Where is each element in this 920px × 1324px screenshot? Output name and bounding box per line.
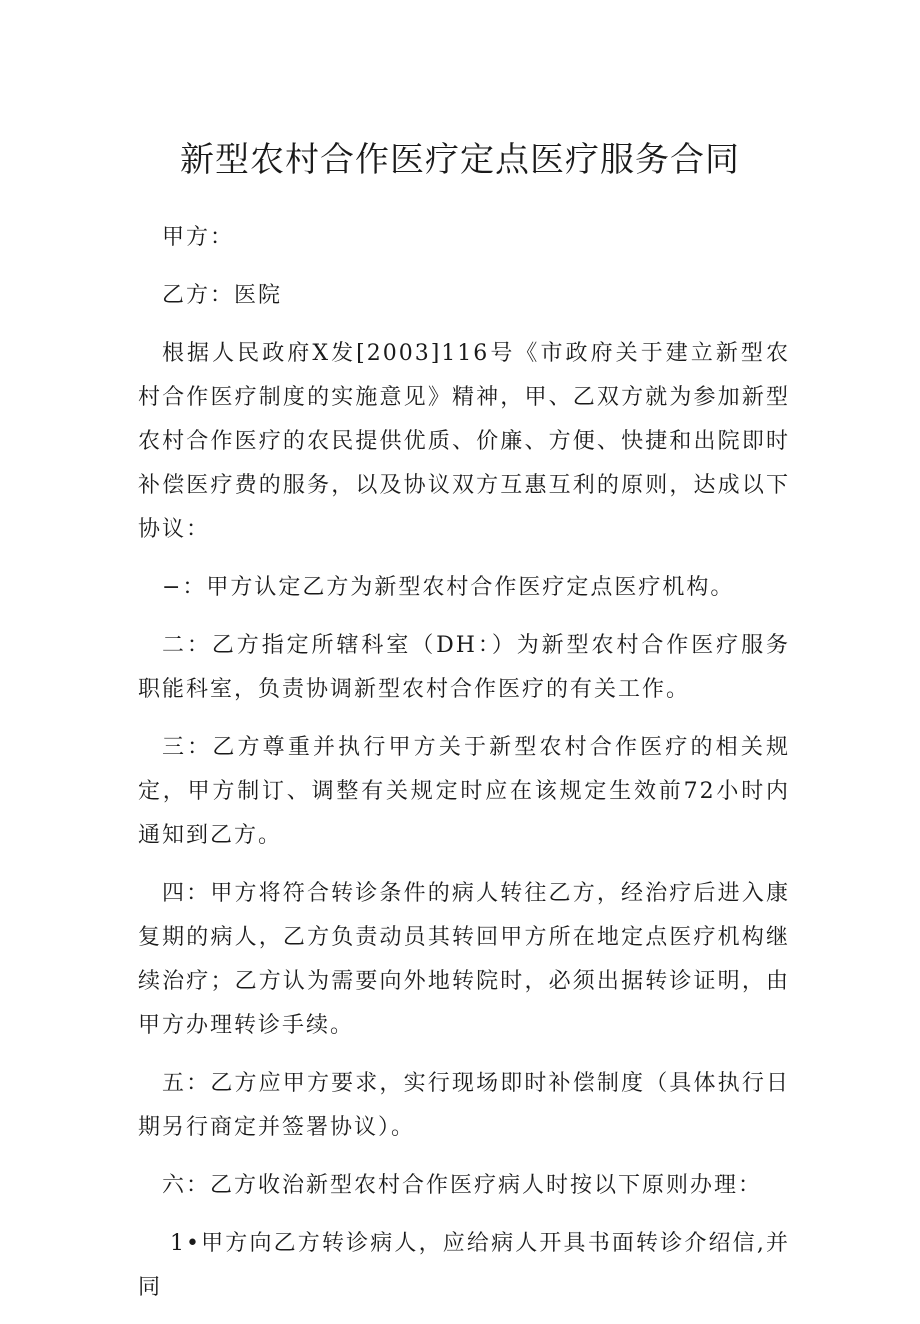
clause-6-item-1: 1•甲方向乙方转诊病人，应给病人开具书面转诊介绍信,并同 [138,1231,790,1300]
clause-5: 五：乙方应甲方要求，实行现场即时补偿制度（具体执行日期另行商定并签署协议）。 [138,1071,790,1140]
party-a-line: 甲方： [162,225,235,250]
clause-2: 二：乙方指定所辖科室（DH：）为新型农村合作医疗服务职能科室，负责协调新型农村合作医疗的有关工作。 [138,633,790,702]
document-body [138,216,790,1324]
party-b-line: 乙方：医院 [162,283,283,308]
clause-3: 三：乙方尊重并执行甲方关于新型农村合作医疗的相关规定，甲方制订、调整有关规定时应在该规定生效前72小时内通知到乙方。 [138,735,790,848]
clause-4: 四：甲方将符合转诊条件的病人转往乙方，经治疗后进入康复期的病人，乙方负责动员其转回甲方所在地定点医疗机构继续治疗；乙方认为需要向外地转院时，必须出据转诊证明，由甲方办理转诊手续。 [138,881,790,1038]
document-title: 新型农村合作医疗定点医疗服务合同 [180,140,740,180]
clause-6: 六：乙方收治新型农村合作医疗病人时按以下原则办理： [162,1173,763,1198]
clause-1: −：甲方认定乙方为新型农村合作医疗定点医疗机构。 [162,575,735,600]
preamble-paragraph: 根据人民政府X发[2003]116号《市政府关于建立新型农村合作医疗制度的实施意见》精神，甲、乙双方就为参加新型农村合作医疗的农民提供优质、价廉、方便、快捷和出院即时补偿医疗费的服务，以及协议双方互惠互利的原则，达成以下协议： [138,341,790,542]
